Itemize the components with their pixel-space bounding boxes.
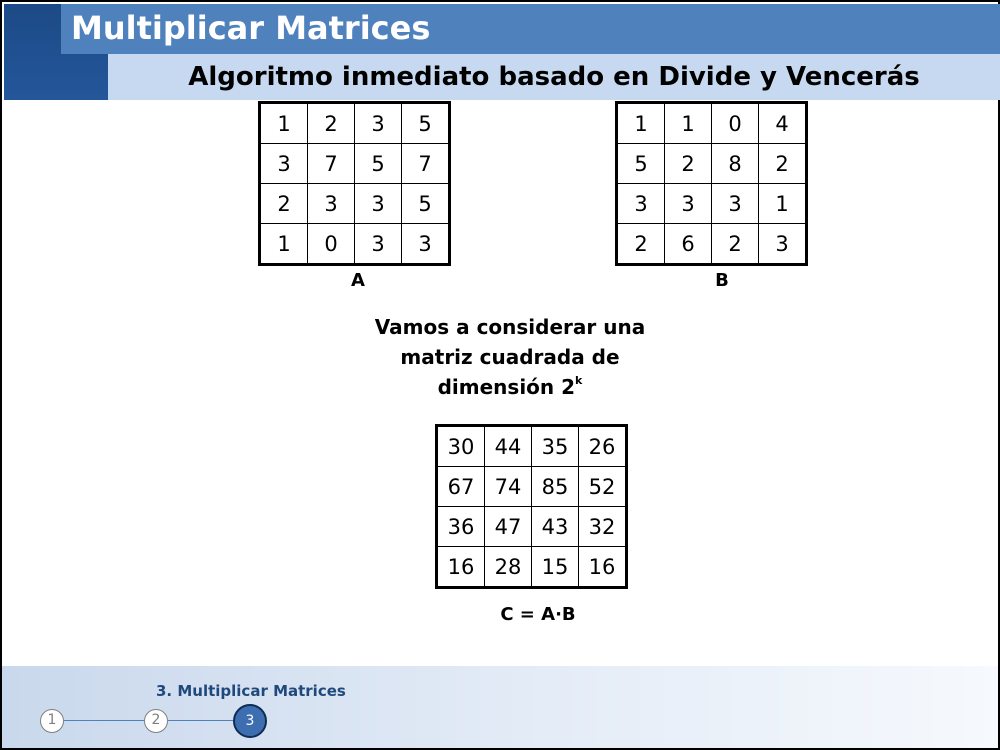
matrix-row [617,184,807,224]
explanation-line-3 [360,372,660,402]
matrix-cell: 67 [437,467,485,507]
matrix-row [260,144,450,184]
matrix-cell: 2 [712,224,759,265]
matrix-cell: 3 [355,224,402,265]
explanation-line-2: matriz cuadrada de [400,345,620,369]
matrix-cell: 2 [617,224,665,265]
matrix-cell: 2 [260,184,308,224]
matrix-cell: 0 [308,224,355,265]
matrix-cell: 32 [579,507,627,547]
matrix-cell: 35 [532,426,579,467]
matrix-b-label: B [715,270,729,291]
slide-title: Multiplicar Matrices [71,9,431,47]
step-1-button[interactable]: 1 [40,709,64,733]
matrix-cell: 74 [485,467,532,507]
slide-subtitle: Algoritmo inmediato basado en Divide y Vencerás [188,62,920,92]
matrix-cell: 28 [485,547,532,588]
matrix-row [260,184,450,224]
matrix-cell: 4 [759,103,807,144]
matrix-cell: 5 [402,103,450,144]
matrix-cell: 85 [532,467,579,507]
matrix-cell: 43 [532,507,579,547]
matrix-cell: 16 [579,547,627,588]
matrix-cell: 0 [712,103,759,144]
matrix-cell: 3 [260,144,308,184]
matrix-row [437,467,627,507]
matrix-cell: 3 [355,103,402,144]
matrix-cell: 2 [308,103,355,144]
dimension-text: dimensión 2 [437,375,576,399]
matrix-cell: 1 [260,103,308,144]
matrix-cell: 8 [712,144,759,184]
section-title: 3. Multiplicar Matrices [156,682,346,700]
explanation-line-1: Vamos a considerar una [374,315,646,339]
footer-nav [2,666,998,748]
matrix-a-label: A [351,270,365,291]
matrix-cell: 2 [759,144,807,184]
matrix-cell: 3 [355,184,402,224]
matrix-cell: 44 [485,426,532,467]
matrix-cell: 7 [308,144,355,184]
matrix-cell: 3 [712,184,759,224]
matrix-cell: 3 [617,184,665,224]
matrix-cell: 26 [579,426,627,467]
matrix-c [435,424,628,589]
explanation-text [360,312,660,402]
matrix-row [617,224,807,265]
matrix-cell: 1 [665,103,712,144]
matrix-cell: 1 [617,103,665,144]
matrix-row [260,224,450,265]
matrix-cell: 6 [665,224,712,265]
matrix-cell: 5 [355,144,402,184]
matrix-cell: 3 [665,184,712,224]
step-3-button[interactable]: 3 [233,704,267,738]
matrix-cell: 47 [485,507,532,547]
matrix-cell: 1 [759,184,807,224]
step-connector [168,720,236,721]
matrix-a [258,101,451,266]
matrix-cell: 2 [665,144,712,184]
step-connector [64,720,146,721]
title-bar [61,4,1000,54]
step-2-button[interactable]: 2 [144,709,168,733]
matrix-row [437,547,627,588]
matrix-cell: 3 [402,224,450,265]
subtitle-bar [108,54,1000,100]
dimension-exponent: k [575,374,583,387]
matrix-cell: 15 [532,547,579,588]
matrix-c-label: C = A·B [500,604,576,625]
matrix-cell: 1 [260,224,308,265]
matrix-row [260,103,450,144]
matrix-row [437,507,627,547]
matrix-cell: 5 [617,144,665,184]
matrix-row [437,426,627,467]
matrix-cell: 52 [579,467,627,507]
matrix-b [615,101,808,266]
matrix-row [617,144,807,184]
matrix-cell: 3 [308,184,355,224]
matrix-row [617,103,807,144]
matrix-cell: 30 [437,426,485,467]
matrix-cell: 3 [759,224,807,265]
matrix-cell: 36 [437,507,485,547]
matrix-cell: 7 [402,144,450,184]
matrix-cell: 5 [402,184,450,224]
matrix-cell: 16 [437,547,485,588]
